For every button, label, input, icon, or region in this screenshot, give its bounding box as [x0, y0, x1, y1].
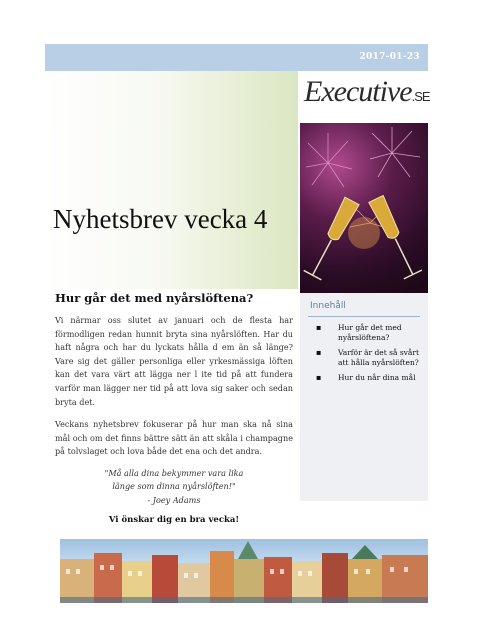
hero-panel: [45, 71, 298, 289]
quote: [55, 467, 293, 508]
city-skyline-illustration: [60, 539, 428, 603]
article-paragraph: Vi närmar oss slutet av januari och de flesta har förmodligen redan hunnit bryta sina nyårslöften. Har du haft några och har du lyckats hålla d em än så länge? Vare sig det gäller personliga eller yrkesmässiga löften kan det vara värt att lägga ner l ite tid på att fundera varför man lägger ner tid på att lova sig saker och sedan bryta det.: [55, 315, 293, 407]
issue-date: 2017-01-23: [359, 52, 420, 62]
logo-suffix: .SE: [411, 89, 430, 104]
toc-list: [314, 323, 420, 389]
newsletter-title: Nyhetsbrev vecka 4: [53, 204, 268, 234]
toc-item: ▪ Varför är det så svårt att hålla nyårslöften?: [314, 348, 420, 367]
toc-heading: Innehåll: [310, 301, 346, 311]
logo-name: Executive: [304, 75, 412, 108]
quote-author: - Joey Adams: [147, 494, 201, 505]
quote-line: "Må alla dina bekymmer vara lika: [104, 467, 244, 478]
toc-item: ▪ Hur du når dina mål: [314, 373, 420, 383]
header-bar: [45, 44, 428, 71]
stockholm-banner-photo: [60, 539, 428, 603]
fireworks-illustration: [300, 123, 428, 293]
article: [55, 291, 293, 525]
fireworks-champagne-photo: [300, 123, 428, 293]
toc-divider: [308, 316, 420, 317]
table-of-contents: [300, 293, 428, 501]
article-heading: Hur går det med nyårslöftena?: [55, 291, 254, 305]
closing-greeting: Vi önskar dig en bra vecka!: [108, 515, 240, 526]
article-paragraph: Veckans nyhetsbrev fokuserar på hur man ska nå sina mål och om det finns bättre sätt än att skåla i champagne på tolvslaget och lova både det ena och det andra.: [55, 419, 293, 457]
toc-item: ▪ Hur går det med nyårslöftena?: [314, 323, 420, 342]
quote-line: länge som dinna nyårslöften!": [112, 481, 236, 492]
executive-logo: [300, 71, 428, 123]
